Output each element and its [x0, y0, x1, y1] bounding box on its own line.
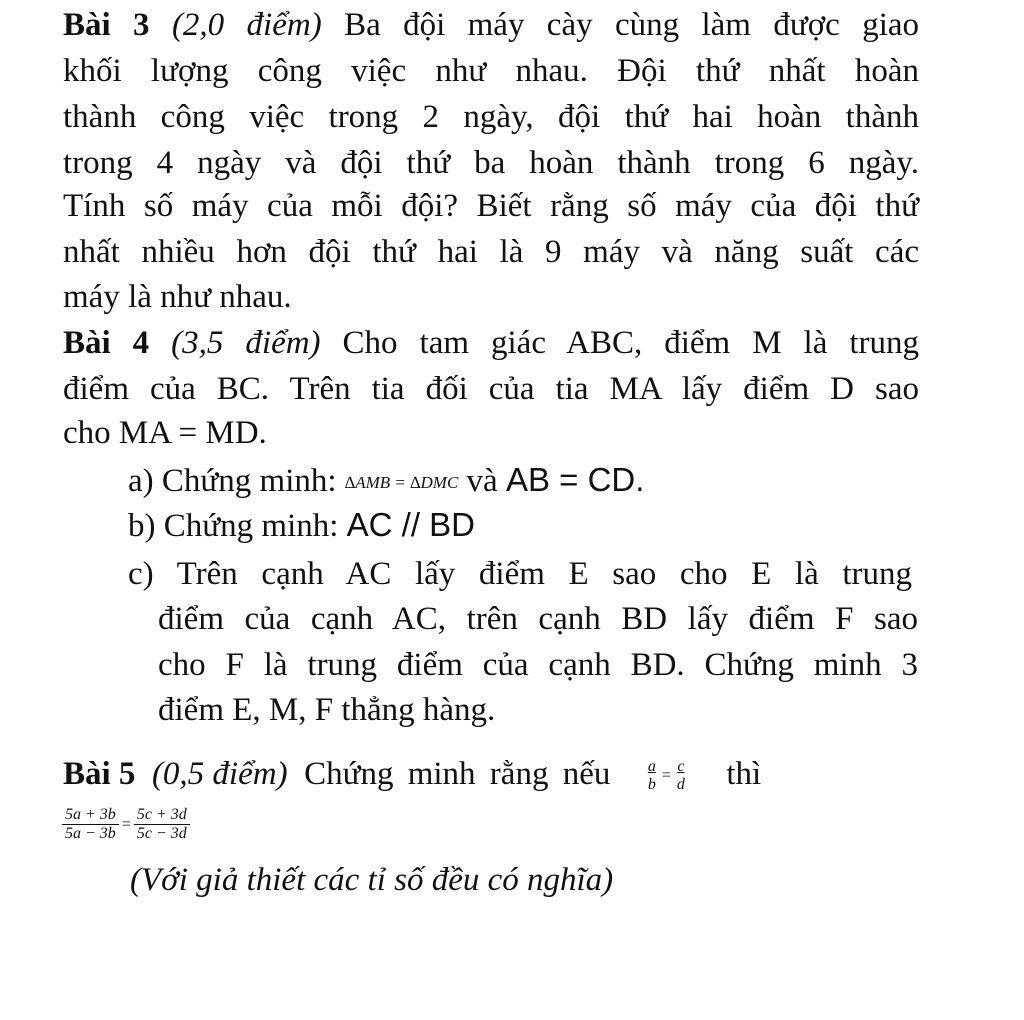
bai3-line-5: Tính số máy của mỗi đội? Biết rằng số máy của đội thứ — [63, 188, 919, 224]
bai3-points: (2,0 điểm) — [171, 7, 322, 43]
result-right-fraction: $\frac{5c + 3d}{5c - 3d}$ — [134, 806, 190, 843]
bai3-label: Bài 3 — [63, 7, 150, 43]
bai4-part-a: a) Chứng minh: ∆AMB = ∆DMC và AB = CD. — [128, 461, 645, 499]
bai4-part-c-line-2: điểm của cạnh AC, trên cạnh BD lấy điểm F sao — [158, 601, 918, 637]
triangle-congruence-formula: ∆AMB = ∆DMC — [344, 473, 459, 492]
bai5-line-1: Bài 5 (0,5 điểm) Chứng minh rằng nếu $\frac{a}{b}$ = $\frac{c}{d}$ thì — [63, 756, 762, 794]
bai4-part-c-line-1: c) Trên cạnh AC lấy điểm E sao cho E là trung — [128, 556, 912, 592]
bai5-result-formula: $\frac{5a + 3b}{5a - 3b}$ = $\frac{5c + 3d}{5c - 3d}$ — [62, 806, 190, 843]
bai4-part-c-line-3: cho F là trung điểm của cạnh BD. Chứng minh 3 — [158, 647, 918, 683]
bai3-line-6: nhất nhiều hơn đội thứ hai là 9 máy và năng suất các — [63, 234, 919, 270]
bai3-line-3: thành công việc trong 2 ngày, đội thứ hai hoàn thành — [63, 99, 919, 135]
bai5-label: Bài 5 — [63, 756, 136, 792]
bai4-line-1: Bài 4 (3,5 điểm) Cho tam giác ABC, điểm M là trung — [63, 325, 920, 361]
bai3-line-7: máy là như nhau. — [63, 279, 292, 315]
bai3-line-4: trong 4 ngày và đội thứ ba hoàn thành trong 6 ngày. — [63, 145, 919, 181]
bai5-points: (0,5 điểm) — [151, 756, 288, 792]
condition-fraction-cd: $\frac{c}{d}$ — [676, 758, 685, 794]
bai4-line-3: cho MA = MD. — [63, 415, 267, 451]
result-left-fraction: $\frac{5a + 3b}{5a - 3b}$ — [62, 806, 119, 843]
bai4-part-c-line-4: điểm E, M, F thẳng hàng. — [158, 692, 496, 728]
bai4-line-2: điểm của BC. Trên tia đối của tia MA lấy điểm D sao — [63, 371, 919, 407]
condition-fraction-ab: $\frac{a}{b}$ — [647, 758, 656, 794]
bai4-part-b: b) Chứng minh: AC // BD — [128, 506, 476, 544]
bai5-note: (Với giả thiết các tỉ số đều có nghĩa) — [130, 862, 614, 898]
bai3-line-1: Bài 3 (2,0 điểm) Ba đội máy cày cùng làm được giao — [63, 7, 920, 43]
bai3-line-2: khối lượng công việc như nhau. Đội thứ nhất hoàn — [63, 53, 919, 89]
bai4-label: Bài 4 — [63, 325, 150, 361]
bai4-points: (3,5 điểm) — [171, 325, 321, 361]
